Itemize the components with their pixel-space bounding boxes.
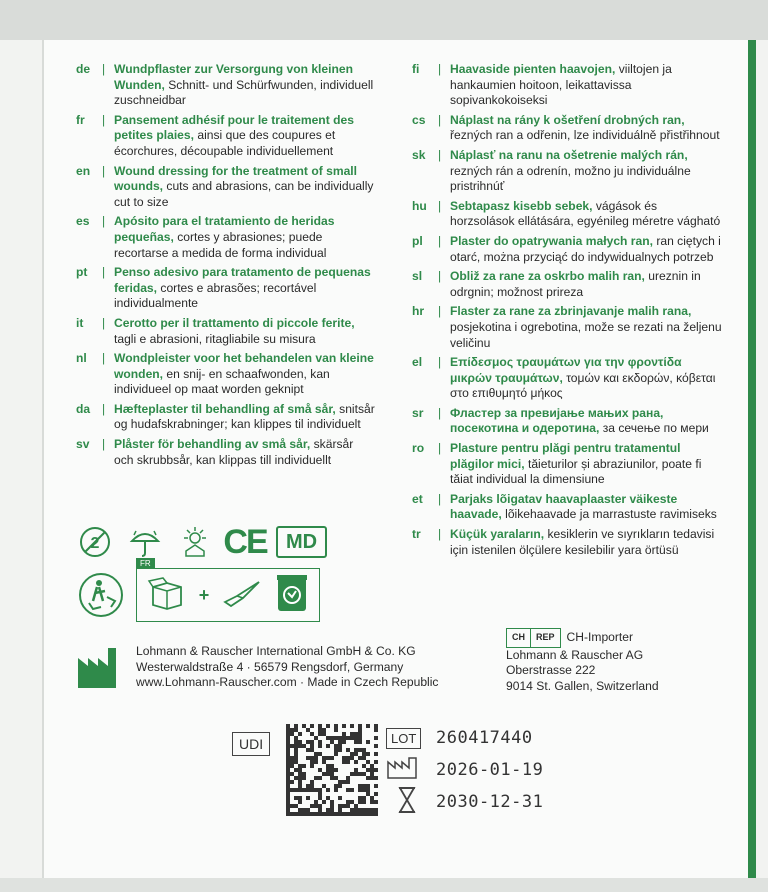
language-code: ro: [412, 441, 425, 456]
description-rest: en snij- en schaafwonden, kan individueel op maat worden geknipt: [114, 366, 330, 397]
description-rest: posjekotina i ogrebotina, može se rezati na željenu veličinu: [450, 319, 722, 350]
language-code: fr: [76, 112, 85, 127]
description-bold: Penso adesivo para tratamento de pequenas feridas,: [114, 265, 371, 295]
description-bold: Wound dressing for the treatment of small wounds,: [114, 163, 358, 194]
description-rest: за сечење по мери: [599, 421, 709, 436]
manufacturer-icon: [76, 644, 122, 695]
triman-recycle-icon: [76, 570, 126, 620]
box-bottom-edge: [0, 878, 768, 892]
description-bold: Plåster för behandling av små sår,: [114, 437, 311, 452]
description-bold: Plasture pentru plăgi pentru tratamentul plăgilor mici,: [450, 441, 681, 471]
ch-label: CH: [512, 632, 525, 642]
description-rest: rezných rán a odrenín, možno ju individuálne pristrihnúť: [450, 163, 691, 194]
language-entry-sv: [76, 437, 376, 468]
language-entry-pl: [412, 234, 722, 265]
description-rest: cortes e abrasões; recortável individualmente: [114, 280, 317, 311]
description-rest: kesiklerin ve sıyrıkların tedavisi için istenilen ölçülere kesilebilir yara örtüsü: [450, 527, 715, 557]
description-rest: tagli e abrasioni, ritagliabile su misura: [114, 331, 316, 346]
language-entry-et: [412, 492, 722, 523]
description-text: [114, 437, 376, 468]
manufacture-date: 2026-01-19: [436, 760, 544, 780]
separator: |: [102, 163, 106, 178]
ch-importer-name: Lohmann & Rauscher AG: [506, 647, 644, 662]
language-entry-es: [76, 214, 376, 261]
regulatory-symbols: [76, 522, 327, 562]
description-rest: viiltojen ja hankaumien hoitoon, leikattavissa sopivankokoiseksi: [450, 62, 672, 108]
description-rest: tăieturilor și abraziunilor, poate fi tăiat individual la dimensiune: [450, 456, 702, 487]
recycling-bin-icon: [275, 573, 309, 618]
separator: |: [438, 441, 442, 456]
separator: |: [438, 491, 442, 506]
ch-importer-street: Oberstrasse 222: [506, 663, 596, 678]
description-bold: Wundpflaster zur Versorgung von kleinen Wunden,: [114, 62, 353, 92]
description-rest: cuts and abrasions, can be individually cut to size: [114, 179, 374, 209]
separator: |: [102, 401, 106, 416]
separator: |: [438, 147, 442, 162]
description-text: [450, 148, 722, 195]
description-rest: τομών και εκδορών, κόβεται στο επιθυμητό μήκος: [450, 370, 716, 401]
description-bold: Plaster do opatrywania małych ran,: [450, 233, 653, 248]
recycling-info: [76, 559, 320, 622]
description-text: [114, 402, 376, 433]
separator: |: [438, 527, 442, 542]
separator: |: [438, 355, 442, 370]
keep-away-from-sunlight-icon: [176, 523, 214, 561]
language-code: sv: [76, 437, 90, 452]
lot-number: 260417440: [436, 728, 533, 748]
keep-dry-umbrella-icon: [126, 523, 164, 561]
separator: |: [102, 315, 106, 330]
description-text: [450, 527, 722, 558]
expiry-hourglass-icon: [398, 786, 416, 819]
separator: |: [438, 112, 442, 127]
description-bold: Obliž za rane za oskrbo malih ran,: [450, 269, 645, 284]
description-text: [450, 113, 722, 144]
ch-importer-city: 9014 St. Gallen, Switzerland: [506, 678, 659, 693]
language-entry-sk: [412, 148, 722, 195]
ch-rep-badge: [506, 628, 561, 648]
language-code: it: [76, 315, 84, 330]
language-code: sl: [412, 269, 423, 284]
description-bold: Parjaks lõigatav haavaplaaster väikeste haavade,: [450, 491, 678, 522]
sorting-info-box: [136, 559, 320, 622]
description-text: [114, 164, 376, 211]
description-text: [450, 269, 722, 300]
do-not-reuse-icon: [76, 523, 114, 561]
description-text: [450, 234, 722, 265]
plus-sign: +: [198, 584, 210, 605]
language-code: nl: [76, 351, 87, 366]
separator: |: [438, 62, 442, 76]
language-code: da: [76, 401, 91, 416]
separator: |: [102, 265, 106, 280]
description-text: [114, 265, 376, 312]
language-entry-da: [76, 402, 376, 433]
description-bold: Wondpleister voor het behandelen van kleine wonden,: [114, 351, 374, 381]
manufacturer-web: www.Lohmann-Rauscher.com · Made in Czech Republic: [136, 675, 439, 690]
description-rest: cortes y abrasiones; puede recortarse a medida de forma individual: [114, 229, 327, 260]
description-text: [114, 62, 376, 109]
description-bold: Náplasť na ranu na ošetrenie malých rán,: [450, 147, 688, 162]
language-entry-en: [76, 164, 376, 211]
ch-importer-block: [506, 628, 659, 694]
language-code: de: [76, 62, 91, 76]
language-entry-ro: [412, 441, 722, 488]
language-entry-sr: [412, 406, 722, 437]
separator: |: [102, 112, 106, 127]
description-bold: Hæfteplaster til behandling af små sår,: [114, 401, 336, 416]
datamatrix-barcode: [286, 724, 378, 816]
language-code: hr: [412, 304, 425, 319]
description-rest: skärsår och skrubbsår, kan klippas till individuellt: [114, 437, 354, 467]
manufacture-date-icon: [386, 756, 420, 785]
separator: |: [438, 233, 442, 248]
language-code: fi: [412, 62, 420, 76]
description-bold: Haavaside pienten haavojen,: [450, 62, 616, 76]
language-column-right: [412, 62, 722, 562]
ce-mark-icon: CE: [223, 523, 267, 561]
manufacturer-name: Lohmann & Rauscher International GmbH & Co. KG: [136, 644, 416, 658]
language-entry-hu: [412, 199, 722, 230]
language-entry-fr: [76, 113, 376, 160]
language-code: sk: [412, 147, 426, 162]
description-rest: řezných ran a odřenin, lze individuálně přistřihnout: [450, 128, 720, 143]
country-tag: FR: [136, 558, 155, 569]
language-entry-cs: [412, 113, 722, 144]
language-code: es: [76, 214, 90, 229]
manufacturer-address: [136, 644, 438, 691]
rep-label: REP: [530, 629, 560, 647]
lot-label: LOT: [386, 728, 421, 749]
language-code: en: [76, 163, 91, 178]
carton-icon: [147, 575, 187, 616]
svg-text:2: 2: [90, 535, 100, 552]
description-bold: Фластер за превијање мањих рана, посекотина и одеротина,: [450, 405, 664, 436]
language-code: cs: [412, 112, 426, 127]
separator: |: [102, 351, 106, 366]
description-rest: ran ciętych i otarć, można przyciąć do indywidualnych potrzeb: [450, 233, 721, 264]
description-rest: vágások és horzsolások ellátására, egyénileg méretre vágható: [450, 198, 721, 229]
description-text: [450, 199, 722, 230]
description-text: [450, 62, 722, 109]
description-bold: Επίδεσμος τραυμάτων για την φροντίδα μικρών τραυμάτων,: [450, 355, 682, 385]
description-text: [114, 113, 376, 160]
ch-importer-label: CH-Importer: [566, 630, 634, 644]
description-text: [114, 351, 376, 398]
language-column-left: [76, 62, 376, 472]
expiry-date: 2030-12-31: [436, 792, 544, 812]
language-code: hu: [412, 198, 427, 213]
separator: |: [438, 269, 442, 284]
medical-device-badge: MD: [276, 526, 327, 558]
description-text: [450, 304, 722, 351]
language-entry-hr: [412, 304, 722, 351]
udi-label: UDI: [232, 732, 270, 756]
language-code: pl: [412, 233, 423, 248]
manufacturer-street: Westerwaldstraße 4 · 56579 Rengsdorf, Germany: [136, 659, 404, 674]
description-rest: ainsi que des coupures et écorchures, découpable individuellement: [114, 128, 336, 158]
description-text: [450, 492, 722, 523]
language-entry-it: [76, 316, 376, 347]
description-bold: Apósito para el tratamiento de heridas pequeñas,: [114, 214, 335, 244]
description-bold: Küçük yaraların,: [450, 527, 545, 542]
separator: |: [438, 304, 442, 319]
description-bold: Sebtapasz kisebb sebek,: [450, 198, 593, 213]
language-code: tr: [412, 527, 421, 542]
description-bold: Náplast na rány k ošetření drobných ran,: [450, 112, 685, 127]
language-entry-tr: [412, 527, 722, 558]
wrapper-icon: [221, 576, 263, 615]
description-bold: Cerotto per il trattamento di piccole ferite,: [114, 315, 355, 330]
language-entry-fi: [412, 62, 722, 109]
language-code: pt: [76, 265, 88, 280]
language-entry-nl: [76, 351, 376, 398]
description-bold: Pansement adhésif pour le traitement des petites plaies,: [114, 112, 354, 143]
description-bold: Flaster za rane za zbrinjavanje malih rana,: [450, 304, 692, 319]
separator: |: [102, 62, 106, 76]
language-entry-sl: [412, 269, 722, 300]
description-text: [450, 355, 722, 402]
description-rest: Schnitt- und Schürfwunden, individuell zuschneidbar: [114, 77, 374, 108]
box-top-flap: [0, 0, 768, 40]
language-entry-de: [76, 62, 376, 109]
language-code: el: [412, 355, 423, 370]
language-code: sr: [412, 405, 424, 420]
description-text: [450, 406, 722, 437]
description-text: [450, 441, 722, 488]
description-rest: ureznin in odrgnin; možnost prireza: [450, 269, 701, 299]
separator: |: [102, 437, 106, 452]
description-text: [114, 316, 376, 347]
separator: |: [102, 214, 106, 229]
separator: |: [438, 405, 442, 420]
language-entry-el: [412, 355, 722, 402]
description-rest: snitsår og hudafskrabninger; kan klippes til individuelt: [114, 401, 375, 432]
separator: |: [438, 198, 442, 213]
description-rest: lõikehaavade ja marrastuste ravimiseks: [501, 507, 717, 522]
language-entry-pt: [76, 265, 376, 312]
description-text: [114, 214, 376, 261]
language-code: et: [412, 491, 423, 506]
